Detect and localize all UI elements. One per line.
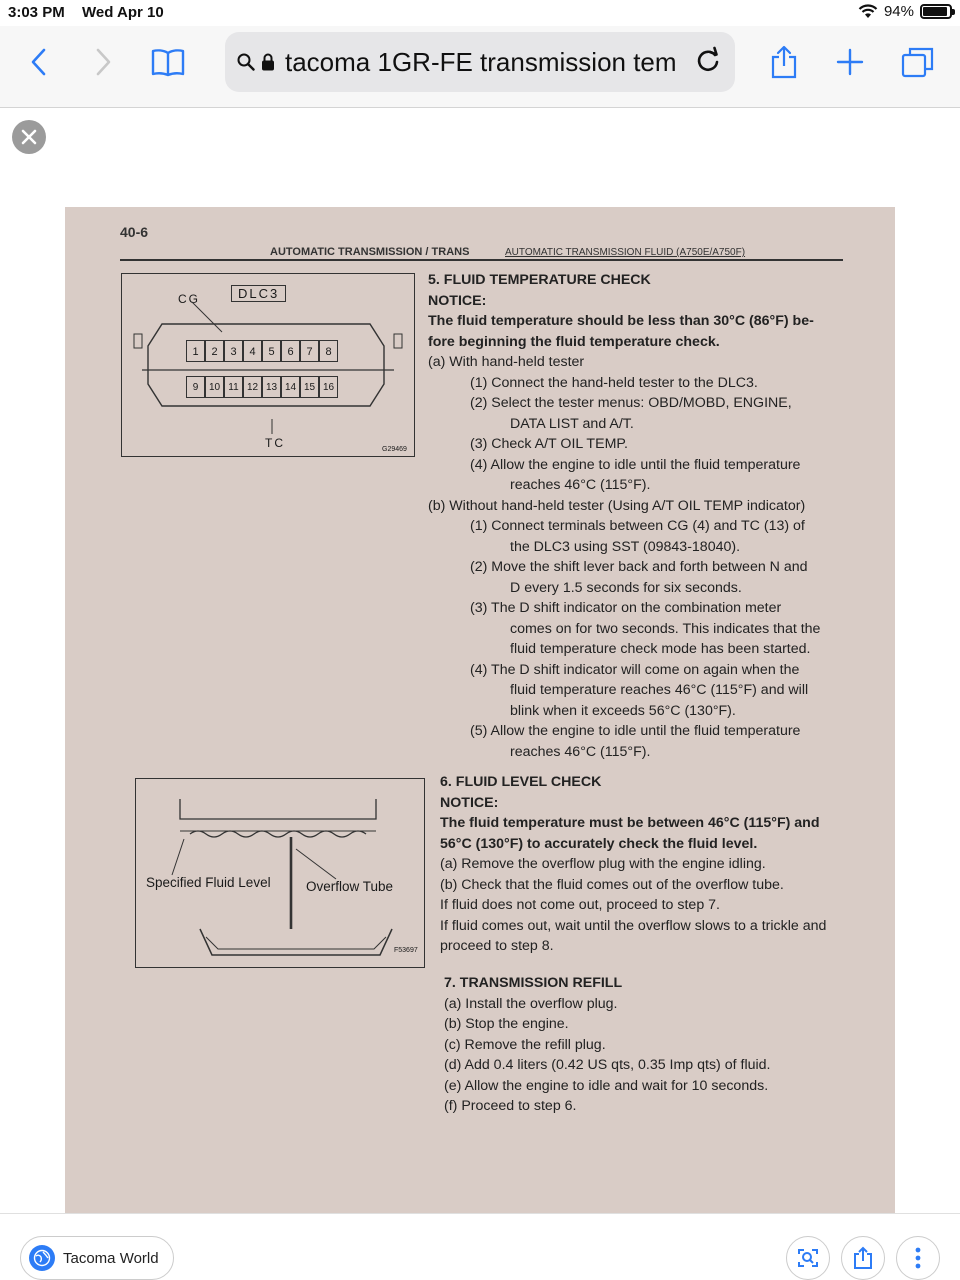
notice-text: The fluid temperature should be less than 30°C (86°F) be-: [428, 313, 814, 329]
notice-text: 56°C (130°F) to accurately check the fluid level.: [440, 835, 758, 852]
notice-text: The fluid temperature must be between 46°C (115°F) and: [440, 815, 820, 831]
manual-page-photo: [65, 207, 895, 1213]
visual-search-button[interactable]: [786, 1236, 830, 1280]
instruction-line: (3) Check A/T OIL TEMP.: [470, 436, 628, 452]
notice-label: NOTICE:: [440, 794, 499, 811]
instruction-line: (4) Allow the engine to idle until the fluid temperature: [470, 456, 801, 473]
pins-top: [186, 340, 338, 362]
forward-button[interactable]: [82, 38, 126, 86]
tabs-button[interactable]: [896, 38, 940, 86]
page-number: 40-6: [120, 224, 149, 240]
section-6-text: [440, 772, 826, 957]
connector-outline: [122, 274, 416, 458]
step-heading: 6. FLUID LEVEL CHECK: [440, 774, 602, 790]
pin: 13: [262, 376, 281, 398]
instruction-line: (1) Connect the hand-held tester to the DLC3.: [470, 374, 758, 391]
section-7-text: [444, 973, 770, 1117]
more-icon: [915, 1246, 921, 1270]
add-icon: [836, 48, 864, 76]
new-tab-button[interactable]: [828, 38, 872, 86]
bottom-bar: [0, 1213, 960, 1280]
figure-code: F53697: [394, 947, 418, 954]
tabs-icon: [901, 46, 935, 78]
instruction-line: proceed to step 8.: [440, 938, 554, 954]
cg-label: CG: [178, 292, 200, 306]
instruction-line: (5) Allow the engine to idle until the fluid temperature: [470, 723, 801, 739]
back-icon: [29, 47, 47, 77]
share-icon: [770, 45, 798, 79]
search-icon: [237, 53, 255, 71]
more-options-button[interactable]: [896, 1236, 940, 1280]
close-icon: [21, 129, 37, 145]
close-image-button[interactable]: [12, 120, 46, 154]
instruction-line: fluid temperature reaches 46°C (115°F) and will: [510, 682, 809, 698]
status-bar: [0, 0, 960, 26]
pin: 14: [281, 376, 300, 398]
status-right: [858, 3, 952, 20]
back-button[interactable]: [16, 38, 60, 86]
tc-label: TC: [265, 436, 285, 450]
instruction-line: (b) Check that the fluid comes out of the overflow tube.: [440, 876, 784, 893]
notice-label: NOTICE:: [428, 292, 487, 309]
instruction-line: (a) Remove the overflow plug with the engine idling.: [440, 856, 766, 872]
step-heading: 5. FLUID TEMPERATURE CHECK: [428, 272, 651, 288]
lock-icon: [261, 53, 275, 71]
address-bar[interactable]: [225, 32, 735, 92]
instruction-line: If fluid does not come out, proceed to step 7.: [440, 897, 720, 913]
section-header: AUTOMATIC TRANSMISSION / TRANS: [270, 246, 470, 258]
forward-icon: [95, 47, 113, 77]
notice-text: fore beginning the fluid temperature check.: [428, 333, 720, 350]
instruction-line: (f) Proceed to step 6.: [444, 1098, 577, 1114]
instruction-line: reaches 46°C (115°F).: [510, 477, 651, 493]
share-button[interactable]: [762, 38, 806, 86]
instruction-line: reaches 46°C (115°F).: [510, 743, 651, 760]
pins-bottom: [186, 376, 338, 398]
instruction-line: (1) Connect terminals between CG (4) and TC (13) of: [470, 518, 805, 534]
instruction-line: the DLC3 using SST (09843-18040).: [510, 538, 741, 555]
share-image-button[interactable]: [841, 1236, 885, 1280]
dlc3-diagram: [121, 273, 415, 457]
instruction-line: (4) The D shift indicator will come on again when the: [470, 661, 800, 678]
pan-drawing: [136, 779, 426, 969]
instruction-line: DATA LIST and A/T.: [510, 415, 634, 432]
visual-search-icon: [796, 1246, 820, 1270]
status-date: Wed Apr 10: [82, 4, 164, 21]
step-heading: 7. TRANSMISSION REFILL: [444, 975, 623, 991]
wifi-icon: [858, 4, 878, 19]
instruction-line: (b) Without hand-held tester (Using A/T OIL TEMP indicator): [428, 497, 806, 514]
instruction-line: (3) The D shift indicator on the combination meter: [470, 600, 782, 616]
instruction-line: (2) Select the tester menus: OBD/MOBD, ENGINE,: [470, 395, 792, 411]
bookmarks-button[interactable]: [146, 38, 190, 86]
pin: 5: [262, 340, 281, 362]
overflow-tube-diagram: [135, 778, 425, 968]
reload-icon[interactable]: [693, 46, 723, 76]
browser-toolbar: [0, 26, 960, 108]
instruction-line: (a) With hand-held tester: [428, 354, 585, 370]
pin: 12: [243, 376, 262, 398]
url-text: tacoma 1GR-FE transmission tem: [285, 46, 677, 77]
battery-percent: 94%: [883, 3, 914, 20]
instruction-line: (d) Add 0.4 liters (0.42 US qts, 0.35 Imp qts) of fluid.: [444, 1057, 771, 1073]
overflow-tube-label: Overflow Tube: [306, 879, 394, 894]
status-time: 3:03 PM: [8, 4, 65, 21]
pin: 7: [300, 340, 319, 362]
instruction-line: (2) Move the shift lever back and forth between N and: [470, 559, 808, 575]
site-name: Tacoma World: [63, 1249, 159, 1267]
instruction-line: fluid temperature check mode has been started.: [510, 641, 811, 657]
share-icon: [853, 1246, 873, 1270]
instruction-line: If fluid comes out, wait until the overflow slows to a trickle and: [440, 917, 827, 934]
instruction-line: D every 1.5 seconds for six seconds.: [510, 579, 742, 596]
dlc3-label: DLC3: [231, 285, 286, 302]
section-5-text: [428, 270, 820, 762]
bookmarks-icon: [150, 47, 186, 77]
pin: 1: [186, 340, 205, 362]
battery-icon: [920, 4, 952, 19]
pin: 4: [243, 340, 262, 362]
pin: 9: [186, 376, 205, 398]
pin: 10: [205, 376, 224, 398]
pin: 3: [224, 340, 243, 362]
instruction-line: (e) Allow the engine to idle and wait for 10 seconds.: [444, 1077, 769, 1094]
instruction-line: comes on for two seconds. This indicates that the: [510, 620, 821, 637]
instruction-line: (c) Remove the refill plug.: [444, 1036, 606, 1053]
instruction-line: (b) Stop the engine.: [444, 1016, 569, 1032]
pin: 11: [224, 376, 243, 398]
fluid-level-label: Specified Fluid Level: [146, 875, 271, 890]
site-chip[interactable]: [20, 1236, 174, 1280]
pin: 6: [281, 340, 300, 362]
globe-icon: [29, 1245, 55, 1271]
instruction-line: (a) Install the overflow plug.: [444, 995, 618, 1012]
pin: 2: [205, 340, 224, 362]
pin: 8: [319, 340, 338, 362]
subsection-header: AUTOMATIC TRANSMISSION FLUID (A750E/A750F): [505, 247, 746, 258]
figure-code: G29469: [382, 446, 407, 453]
header-rule: [120, 259, 843, 261]
pin: 16: [319, 376, 338, 398]
instruction-line: blink when it exceeds 56°C (130°F).: [510, 702, 736, 719]
pin: 15: [300, 376, 319, 398]
